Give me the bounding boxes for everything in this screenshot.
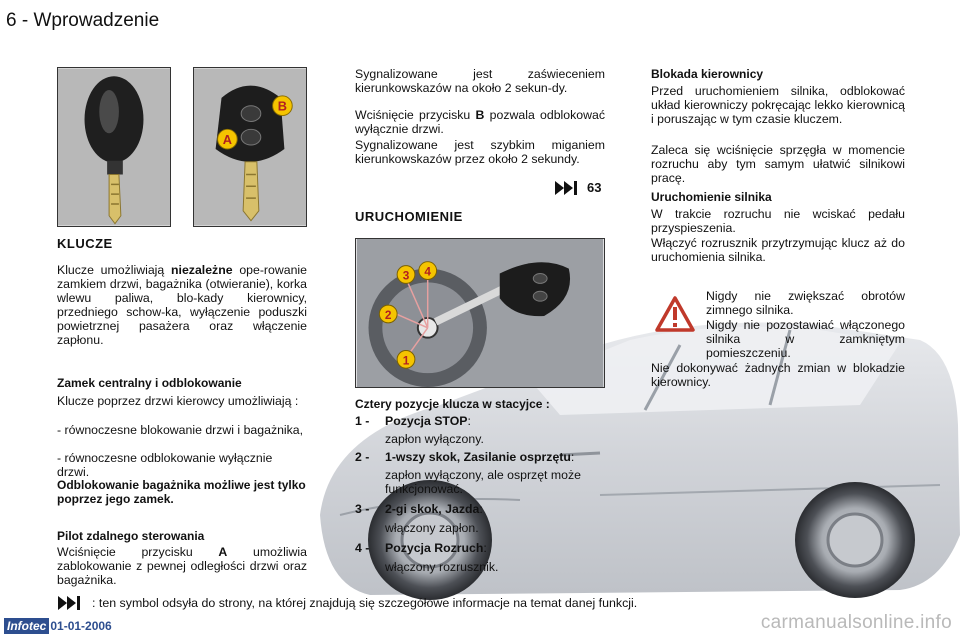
- position-number: 2 -: [355, 450, 370, 464]
- position-suffix: :: [570, 450, 575, 464]
- keys-text-bold: niezależne: [171, 263, 233, 277]
- positions-heading: Cztery pozycje klucza w stacyjce :: [355, 397, 550, 411]
- remote-text-post: umożliwia zablokowanie z pewnej odległości drzwi oraz bagażnika.: [57, 545, 307, 587]
- central-lock-text: Klucze poprzez drzwi kierowcy umożliwiają :: [57, 394, 299, 408]
- key-icon: [58, 68, 170, 226]
- central-item-text-1: - równoczesne blokowanie drzwi i bagażnika,: [57, 423, 304, 437]
- key-label-b: B: [277, 98, 288, 114]
- infotec-logo: [4, 618, 112, 634]
- position-row-3: [355, 502, 605, 516]
- signal2-paragraph: Sygnalizowane jest szybkim miganiem kierunkowskazów przez około 2 sekundy.: [355, 138, 605, 166]
- steering-lock-text-2: Zaleca się wciśnięcie sprzęgła w momencie rozruchu aby tym samym ułatwić silnikowi pracę.: [651, 143, 905, 185]
- position-number: 4 -: [355, 541, 370, 555]
- position-desc-4: włączony rozrusznik.: [385, 560, 499, 574]
- position-title: 1-wszy skok, Zasilanie osprzętu: [385, 450, 571, 464]
- position-number: 1 -: [355, 414, 370, 428]
- ignition-label-1: 1: [402, 353, 410, 368]
- ignition-label-3: 3: [402, 268, 410, 283]
- reference-page-number: 63: [587, 180, 602, 195]
- ignition-label-2: 2: [384, 307, 392, 322]
- positions-list: [355, 414, 605, 574]
- position-suffix: :: [467, 414, 471, 428]
- position-row-1: [355, 414, 605, 428]
- central-lock-bold-note: Odblokowanie bagażnika możliwe jest tylko poprzez jego zamek.: [57, 478, 306, 506]
- button-b-pre: Wciśnięcie przycisku: [355, 108, 476, 122]
- remote-heading: Pilot zdalnego sterowania: [57, 529, 205, 543]
- watermark: carmanualsonline.info: [760, 612, 952, 633]
- position-desc-3: włączony zapłon.: [385, 521, 479, 535]
- start-heading: URUCHOMIENIE: [355, 209, 463, 224]
- ignition-illustration: [356, 239, 604, 387]
- page-header: [6, 10, 159, 32]
- ignition-photo: [355, 238, 605, 388]
- engine-start-text-2: Włączyć rozrusznik przytrzymując klucz aż do uruchomienia silnika.: [651, 236, 905, 264]
- keys-text-post: ope-rowanie zamkiem drzwi, bagażnika (otwieranie), korka wlewu paliwa, blo-kady kierownicy, przedniego schow-ka, wyłączenie poduszki powietrznej pasażera oraz włączenie zapłonu.: [57, 263, 307, 347]
- key-label-a: A: [222, 132, 233, 148]
- warning-text-3: Nie dokonywać żadnych zmian w blokadzie kierownicy.: [651, 361, 905, 389]
- position-row-2: [355, 450, 605, 464]
- keys-text-pre: Klucze umożliwiają: [57, 263, 172, 277]
- page-number: 6 -: [6, 10, 29, 31]
- position-suffix: :: [483, 541, 487, 555]
- position-desc-2: zapłon wyłączony, ale osprzęt może funkcjonować.: [385, 468, 581, 496]
- warning-icon: [655, 296, 695, 337]
- central-lock-heading: Zamek centralny i odblokowanie: [57, 376, 242, 390]
- remote-text-pre: Wciśnięcie przycisku: [57, 545, 219, 559]
- fast-forward-icon: [58, 596, 84, 610]
- keys-paragraph: [57, 263, 307, 347]
- remote-key-photo: [193, 67, 307, 227]
- central-item-text-2: - równoczesne odblokowanie wyłącznie drzwi.: [57, 451, 273, 479]
- key-photo: [57, 67, 171, 227]
- position-title: Pozycja Rozruch: [385, 541, 484, 555]
- central-lock-item-2: [57, 451, 307, 479]
- footer-note: [58, 596, 637, 610]
- position-number: 3 -: [355, 502, 370, 516]
- footer-note-text: : ten symbol odsyła do strony, na której znajdują się szczegółowe informacje na temat danej funkcji.: [92, 596, 638, 610]
- position-row-4: [355, 541, 605, 555]
- ignition-label-4: 4: [424, 264, 432, 279]
- fast-forward-icon: [555, 181, 581, 195]
- steering-lock-text: Przed uruchomieniem silnika, odblokować układ kierowniczy pokręcając lekko kierownicą i poruszając w tym czasie kluczem.: [651, 84, 905, 126]
- steering-lock-heading: Blokada kierownicy: [651, 67, 764, 81]
- button-b-post: pozwala odblokować wyłącznie drzwi.: [355, 108, 605, 136]
- position-desc-1: zapłon wyłączony.: [385, 432, 484, 446]
- document-date: 01-01-2006: [50, 619, 112, 633]
- keys-heading: KLUCZE: [57, 236, 113, 251]
- position-title: 2-gi skok, Jazda: [385, 502, 480, 516]
- warning-text-1: Nigdy nie zwiększać obrotów zimnego silnika.: [706, 289, 905, 317]
- remote-key-icon: [194, 68, 306, 226]
- engine-start-text: W trakcie rozruchu nie wciskać pedału przyspieszenia.: [651, 207, 905, 235]
- position-title: Pozycja STOP: [385, 414, 468, 428]
- central-lock-item-1: [57, 423, 307, 437]
- page-reference[interactable]: [555, 180, 601, 195]
- page-title: Wprowadzenie: [33, 10, 160, 31]
- button-b-paragraph: [355, 108, 605, 136]
- remote-paragraph: [57, 545, 307, 587]
- remote-text-key: A: [218, 545, 228, 559]
- warning-text-2: Nigdy nie pozostawiać włączonego silnika w zamkniętym pomieszczeniu.: [706, 318, 905, 360]
- infotec-brand: Infotec: [4, 618, 49, 634]
- button-b-key: B: [475, 108, 485, 122]
- signal-paragraph: Sygnalizowane jest zaświeceniem kierunkowskazów na około 2 sekun-dy.: [355, 67, 605, 95]
- engine-start-heading: Uruchomienie silnika: [651, 190, 772, 204]
- position-suffix: :: [479, 502, 483, 516]
